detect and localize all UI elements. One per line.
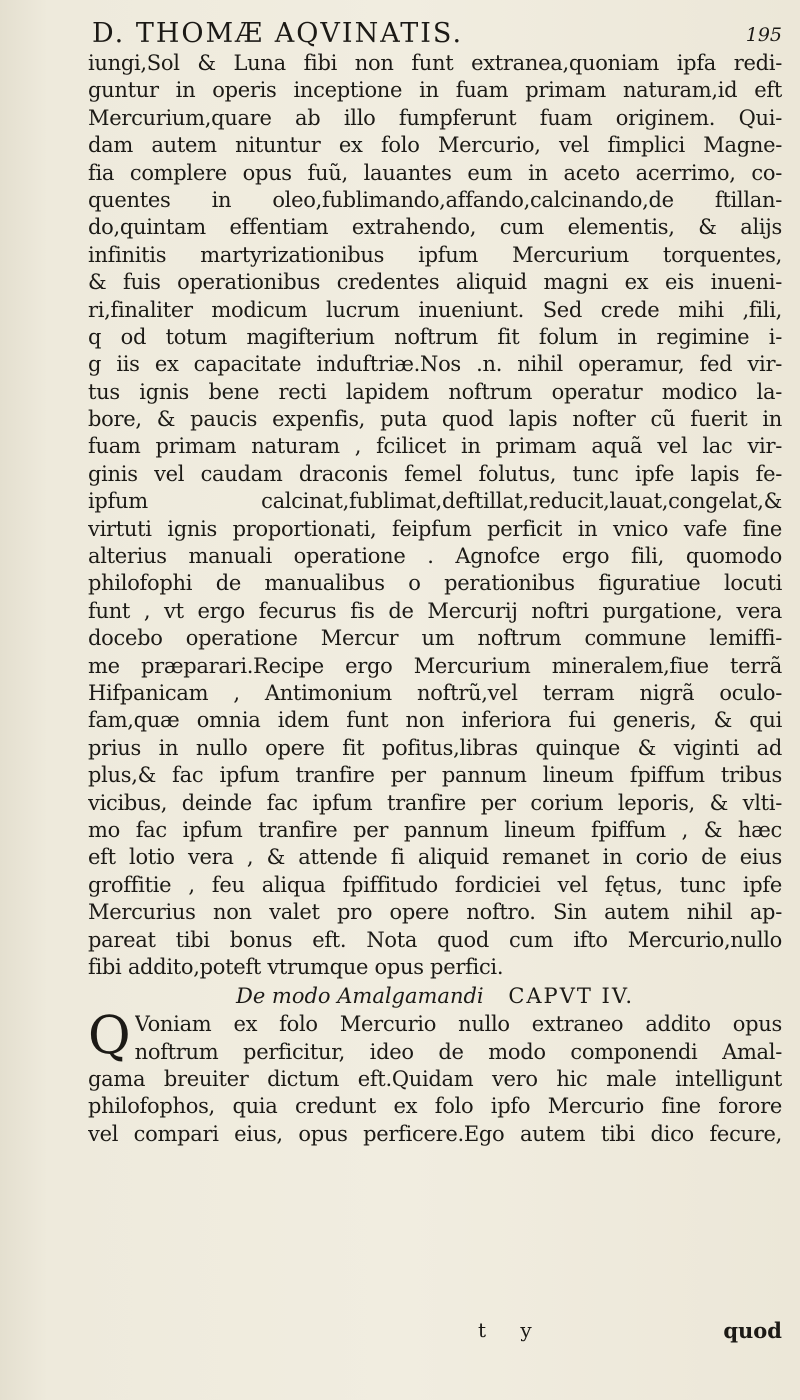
- running-head: D. THOMÆ AQVINATIS.: [92, 18, 464, 49]
- text-line: Mercurius non valet pro opere noftro. Sin autem nihil ap-: [88, 900, 782, 925]
- text-line: me præparari.Recipe ergo Mercurium mineralem,fiue terrã: [88, 653, 782, 678]
- text-line: docebo operatione Mercur um noftrum commune lemiffi-: [88, 626, 782, 651]
- page-number: 195: [745, 24, 782, 46]
- text-line: pareat tibi bonus eft. Nota quod cum ifto Mercurio,nullo: [88, 927, 782, 952]
- text-line: Voniam ex folo Mercurio nullo extraneo addito opus: [134, 1012, 782, 1037]
- main-text-block: [88, 50, 782, 1148]
- text-line: philofophos, quia credunt ex folo ipfo Mercurio fine forore: [88, 1094, 782, 1119]
- text-line: fam,quæ omnia idem funt non inferiora fui generis, & qui: [88, 708, 782, 733]
- text-line: funt , vt ergo fecurus fis de Mercurij noftri purgatione, vera: [88, 598, 782, 623]
- text-line: tus ignis bene recti lapidem noftrum operatur modico la-: [88, 379, 782, 404]
- chapter-paragraph: [88, 1006, 782, 1148]
- text-line: fia complere opus fuũ, lauantes eum in aceto acerrimo, co-: [88, 160, 782, 185]
- text-line: Mercurium,quare ab illo fumpferunt fuam originem. Qui-: [88, 105, 782, 130]
- text-line: philofophi de manualibus o perationibus figuratiue locuti: [88, 571, 782, 596]
- text-line: Hifpanicam , Antimonium noftrũ,vel terram nigrã oculo-: [88, 680, 782, 705]
- text-line: ginis vel caudam draconis femel folutus, tunc ipfe lapis fe-: [88, 461, 782, 486]
- text-line: vel compari eius, opus perficere.Ego autem tibi dico fecure,: [88, 1121, 782, 1146]
- text-line: mo fac ipfum tranfire per pannum lineum fpiffum , & hæc: [88, 817, 782, 842]
- chapter-number: CAPVT IV.: [508, 984, 635, 1009]
- page-header: [92, 14, 782, 54]
- page-footer: [88, 1318, 782, 1348]
- catchword: quod: [723, 1318, 782, 1343]
- text-line: eft lotio vera , & attende fi aliquid remanet in corio de eius: [88, 845, 782, 870]
- text-line: virtuti ignis proportionati, feipfum perficit in vnico vafe fine: [88, 516, 782, 541]
- text-line: gama breuiter dictum eft.Quidam vero hic male intelligunt: [88, 1067, 782, 1092]
- text-line: plus,& fac ipfum tranfire per pannum lineum fpiffum tribus: [88, 763, 782, 788]
- text-line: bore, & paucis expenfis, puta quod lapis nofter cũ fuerit in: [88, 407, 782, 432]
- text-line: g iis ex capacitate induftriæ.Nos .n. nihil operamur, fed vir-: [88, 352, 782, 377]
- text-line: quentes in oleo,fublimando,affando,calcinando,de ftillan-: [88, 187, 782, 212]
- signature-mark: t y: [478, 1318, 546, 1342]
- chapter-heading: [88, 981, 782, 1011]
- text-line: fibi addito,poteft vtrumque opus perfici.: [88, 954, 504, 979]
- text-line: vicibus, deinde fac ipfum tranfire per corium leporis, & vlti-: [88, 790, 782, 815]
- text-line: prius in nullo opere fit pofitus,libras quinque & viginti ad: [88, 735, 782, 760]
- text-line: & fuis operationibus credentes aliquid magni ex eis inueni-: [88, 270, 782, 295]
- text-line: dam autem nituntur ex folo Mercurio, vel fimplici Magne-: [88, 133, 782, 158]
- text-line: noftrum perficitur, ideo de modo componendi Amal-: [134, 1039, 782, 1064]
- text-line: groffitie , feu aliqua fpiffitudo fordiciei vel fętus, tunc ipfe: [88, 872, 782, 897]
- text-line: ri,finaliter modicum lucrum inueniunt. Sed crede mihi ,fili,: [88, 297, 782, 322]
- text-line: guntur in operis inceptione in fuam primam naturam,id eft: [88, 78, 782, 103]
- text-line: alterius manuali operatione . Agnofce ergo fili, quomodo: [88, 544, 782, 569]
- text-line: iungi,Sol & Luna fibi non funt extranea,quoniam ipfa redi-: [88, 51, 782, 75]
- drop-cap: Q: [88, 1006, 131, 1067]
- text-line: ipfum calcinat,fublimat,deftillat,reducit,lauat,congelat,&: [88, 489, 782, 514]
- text-line: do,quintam effentiam extrahendo, cum elementis, & alijs: [88, 215, 782, 240]
- chapter-title: De modo Amalgamandi: [235, 984, 484, 1009]
- text-line: q od totum magifterium noftrum fit folum in regimine i-: [88, 324, 782, 349]
- text-line: fuam primam naturam , fcilicet in primam aquã vel lac vir-: [88, 434, 782, 459]
- text-line: infinitis martyrizationibus ipfum Mercurium torquentes,: [88, 242, 782, 267]
